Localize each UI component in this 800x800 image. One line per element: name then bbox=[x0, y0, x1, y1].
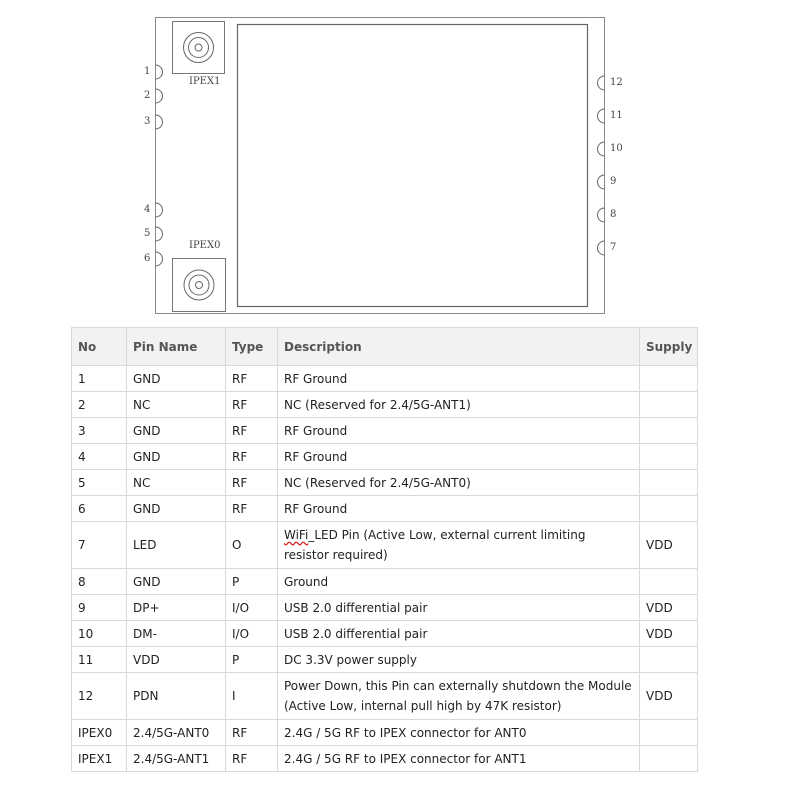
table-row bbox=[72, 496, 698, 522]
cell-type: I bbox=[226, 673, 278, 720]
cell-pin-name: GND bbox=[127, 418, 226, 444]
cell-pin-name: DM- bbox=[127, 621, 226, 647]
cell-supply bbox=[640, 470, 698, 496]
header-pin-name: Pin Name bbox=[127, 328, 226, 366]
cell-no: 9 bbox=[72, 595, 127, 621]
spellcheck-word: WiFi bbox=[284, 528, 309, 542]
header-description: Description bbox=[278, 328, 640, 366]
cell-description: NC (Reserved for 2.4/5G-ANT0) bbox=[278, 470, 640, 496]
cell-pin-name: GND bbox=[127, 569, 226, 595]
cell-description: USB 2.0 differential pair bbox=[278, 595, 640, 621]
cell-type: I/O bbox=[226, 621, 278, 647]
cell-no: IPEX1 bbox=[72, 746, 127, 772]
table-row bbox=[72, 444, 698, 470]
cell-description: NC (Reserved for 2.4/5G-ANT1) bbox=[278, 392, 640, 418]
cell-type: RF bbox=[226, 366, 278, 392]
cell-pin-name: NC bbox=[127, 470, 226, 496]
cell-no: 1 bbox=[72, 366, 127, 392]
cell-no: 12 bbox=[72, 673, 127, 720]
cell-supply: VDD bbox=[640, 621, 698, 647]
cell-description: RF Ground bbox=[278, 366, 640, 392]
cell-type: P bbox=[226, 647, 278, 673]
cell-supply: VDD bbox=[640, 522, 698, 569]
cell-description: Ground bbox=[278, 569, 640, 595]
table-row bbox=[72, 470, 698, 496]
cell-no: 8 bbox=[72, 569, 127, 595]
cell-supply bbox=[640, 647, 698, 673]
table-row bbox=[72, 746, 698, 772]
pin-label-6: 6 bbox=[144, 253, 151, 264]
table-row bbox=[72, 418, 698, 444]
shield-can bbox=[238, 25, 588, 307]
cell-supply bbox=[640, 720, 698, 746]
cell-pin-name: GND bbox=[127, 366, 226, 392]
table-row bbox=[72, 647, 698, 673]
cell-no: 11 bbox=[72, 647, 127, 673]
cell-no: 5 bbox=[72, 470, 127, 496]
ipex0-label: IPEX0 bbox=[189, 240, 221, 251]
pin-label-11: 11 bbox=[610, 110, 623, 121]
cell-no: IPEX0 bbox=[72, 720, 127, 746]
cell-type: RF bbox=[226, 444, 278, 470]
cell-type: RF bbox=[226, 470, 278, 496]
cell-pin-name: NC bbox=[127, 392, 226, 418]
cell-pin-name: VDD bbox=[127, 647, 226, 673]
pin-label-8: 8 bbox=[610, 209, 617, 220]
cell-no: 6 bbox=[72, 496, 127, 522]
table-row bbox=[72, 522, 698, 569]
pin-definition-table bbox=[71, 327, 698, 772]
cell-description: DC 3.3V power supply bbox=[278, 647, 640, 673]
cell-type: O bbox=[226, 522, 278, 569]
module-diagram bbox=[0, 0, 800, 325]
cell-supply bbox=[640, 444, 698, 470]
cell-pin-name: LED bbox=[127, 522, 226, 569]
cell-no: 10 bbox=[72, 621, 127, 647]
table-row bbox=[72, 392, 698, 418]
description-rest: _LED Pin (Active Low, external current limiting resistor required) bbox=[284, 528, 586, 562]
table-row bbox=[72, 569, 698, 595]
header-supply: Supply bbox=[640, 328, 698, 366]
cell-supply bbox=[640, 418, 698, 444]
cell-supply bbox=[640, 746, 698, 772]
cell-description: RF Ground bbox=[278, 444, 640, 470]
table-header-row bbox=[72, 328, 698, 366]
pin-label-10: 10 bbox=[610, 143, 623, 154]
pin-label-4: 4 bbox=[144, 204, 151, 215]
pin-label-3: 3 bbox=[144, 116, 151, 127]
cell-type: RF bbox=[226, 720, 278, 746]
pin-label-2: 2 bbox=[144, 90, 151, 101]
cell-pin-name: GND bbox=[127, 496, 226, 522]
cell-pin-name: DP+ bbox=[127, 595, 226, 621]
cell-supply bbox=[640, 496, 698, 522]
table-row bbox=[72, 720, 698, 746]
cell-description: RF Ground bbox=[278, 496, 640, 522]
cell-supply: VDD bbox=[640, 673, 698, 720]
cell-description: 2.4G / 5G RF to IPEX connector for ANT1 bbox=[278, 746, 640, 772]
cell-type: I/O bbox=[226, 595, 278, 621]
cell-pin-name: GND bbox=[127, 444, 226, 470]
cell-no: 2 bbox=[72, 392, 127, 418]
cell-no: 3 bbox=[72, 418, 127, 444]
pin-label-12: 12 bbox=[610, 77, 623, 88]
pin-label-9: 9 bbox=[610, 176, 617, 187]
cell-type: RF bbox=[226, 746, 278, 772]
table-row bbox=[72, 366, 698, 392]
cell-supply bbox=[640, 392, 698, 418]
table-row bbox=[72, 673, 698, 720]
pin-label-5: 5 bbox=[144, 228, 151, 239]
cell-pin-name: PDN bbox=[127, 673, 226, 720]
ipex0-connector-icon bbox=[173, 259, 226, 312]
cell-description: Power Down, this Pin can externally shutdown the Module (Active Low, internal pull high by 47K resistor) bbox=[278, 673, 640, 720]
ipex1-connector-icon bbox=[173, 22, 225, 74]
cell-no: 7 bbox=[72, 522, 127, 569]
cell-pin-name: 2.4/5G-ANT0 bbox=[127, 720, 226, 746]
ipex1-label: IPEX1 bbox=[189, 76, 221, 87]
cell-description: USB 2.0 differential pair bbox=[278, 621, 640, 647]
cell-supply bbox=[640, 569, 698, 595]
cell-type: RF bbox=[226, 418, 278, 444]
cell-type: P bbox=[226, 569, 278, 595]
header-no: No bbox=[72, 328, 127, 366]
cell-supply: VDD bbox=[640, 595, 698, 621]
pin-label-7: 7 bbox=[610, 242, 617, 253]
table-row bbox=[72, 595, 698, 621]
pin-label-1: 1 bbox=[144, 66, 151, 77]
cell-type: RF bbox=[226, 392, 278, 418]
cell-no: 4 bbox=[72, 444, 127, 470]
cell-supply bbox=[640, 366, 698, 392]
cell-type: RF bbox=[226, 496, 278, 522]
cell-description bbox=[278, 522, 640, 569]
cell-description: 2.4G / 5G RF to IPEX connector for ANT0 bbox=[278, 720, 640, 746]
header-type: Type bbox=[226, 328, 278, 366]
module-outline-drawing bbox=[0, 0, 800, 325]
cell-description: RF Ground bbox=[278, 418, 640, 444]
table-row bbox=[72, 621, 698, 647]
cell-pin-name: 2.4/5G-ANT1 bbox=[127, 746, 226, 772]
